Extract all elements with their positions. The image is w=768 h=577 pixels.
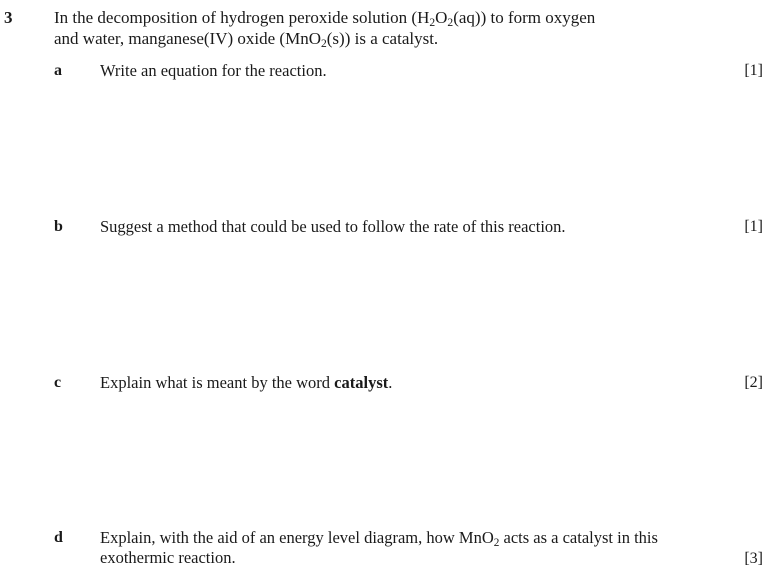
part-c-marks: [2] xyxy=(744,374,763,391)
part-d-line-1-subscript: 2 xyxy=(493,536,500,549)
part-d-text-line-1 xyxy=(100,528,658,548)
stem-line-1-text-c: (aq)) to form oxygen xyxy=(453,8,596,27)
stem-line-1-text-b: O xyxy=(435,8,448,27)
stem-line-2-subscript: 2 xyxy=(320,36,327,50)
question-stem-line-1 xyxy=(54,8,595,28)
part-b-marks: [1] xyxy=(744,218,763,235)
stem-line-1-text-a: In the decomposition of hydrogen peroxide solution (H xyxy=(54,8,430,27)
question-stem-line-2 xyxy=(54,29,438,49)
part-c-keyword: catalyst xyxy=(334,373,389,392)
part-b-label: b xyxy=(54,218,63,235)
part-c-answer-space[interactable] xyxy=(100,400,708,520)
stem-line-2-text-a: and water, manganese(IV) oxide (MnO xyxy=(54,29,321,48)
part-a-label: a xyxy=(54,62,62,79)
part-d-label: d xyxy=(54,529,63,546)
part-c-text xyxy=(100,373,392,393)
part-d-text-line-2: exothermic reaction. xyxy=(100,548,236,567)
part-a-text: Write an equation for the reaction. xyxy=(100,61,327,80)
stem-line-2-text-b: (s)) is a catalyst. xyxy=(326,29,439,48)
part-c-label: c xyxy=(54,374,62,391)
part-d-marks: [3] xyxy=(744,550,763,567)
part-d-line-1-text-b: acts as a catalyst in this xyxy=(499,528,658,547)
question-number: 3 xyxy=(4,8,13,27)
part-c-text-before: Explain what is meant by the word xyxy=(100,373,335,392)
stem-line-1-subscript-1: 2 xyxy=(429,15,436,29)
part-a-answer-space[interactable] xyxy=(100,88,708,208)
part-d-line-1-text-a: Explain, with the aid of an energy level diagram, how MnO xyxy=(100,528,494,547)
part-b-answer-space[interactable] xyxy=(100,244,708,364)
part-c-text-after: . xyxy=(388,373,393,392)
part-a-marks: [1] xyxy=(744,62,763,79)
part-b-text: Suggest a method that could be used to follow the rate of this reaction. xyxy=(100,217,566,236)
stem-line-1-subscript-2: 2 xyxy=(447,15,454,29)
